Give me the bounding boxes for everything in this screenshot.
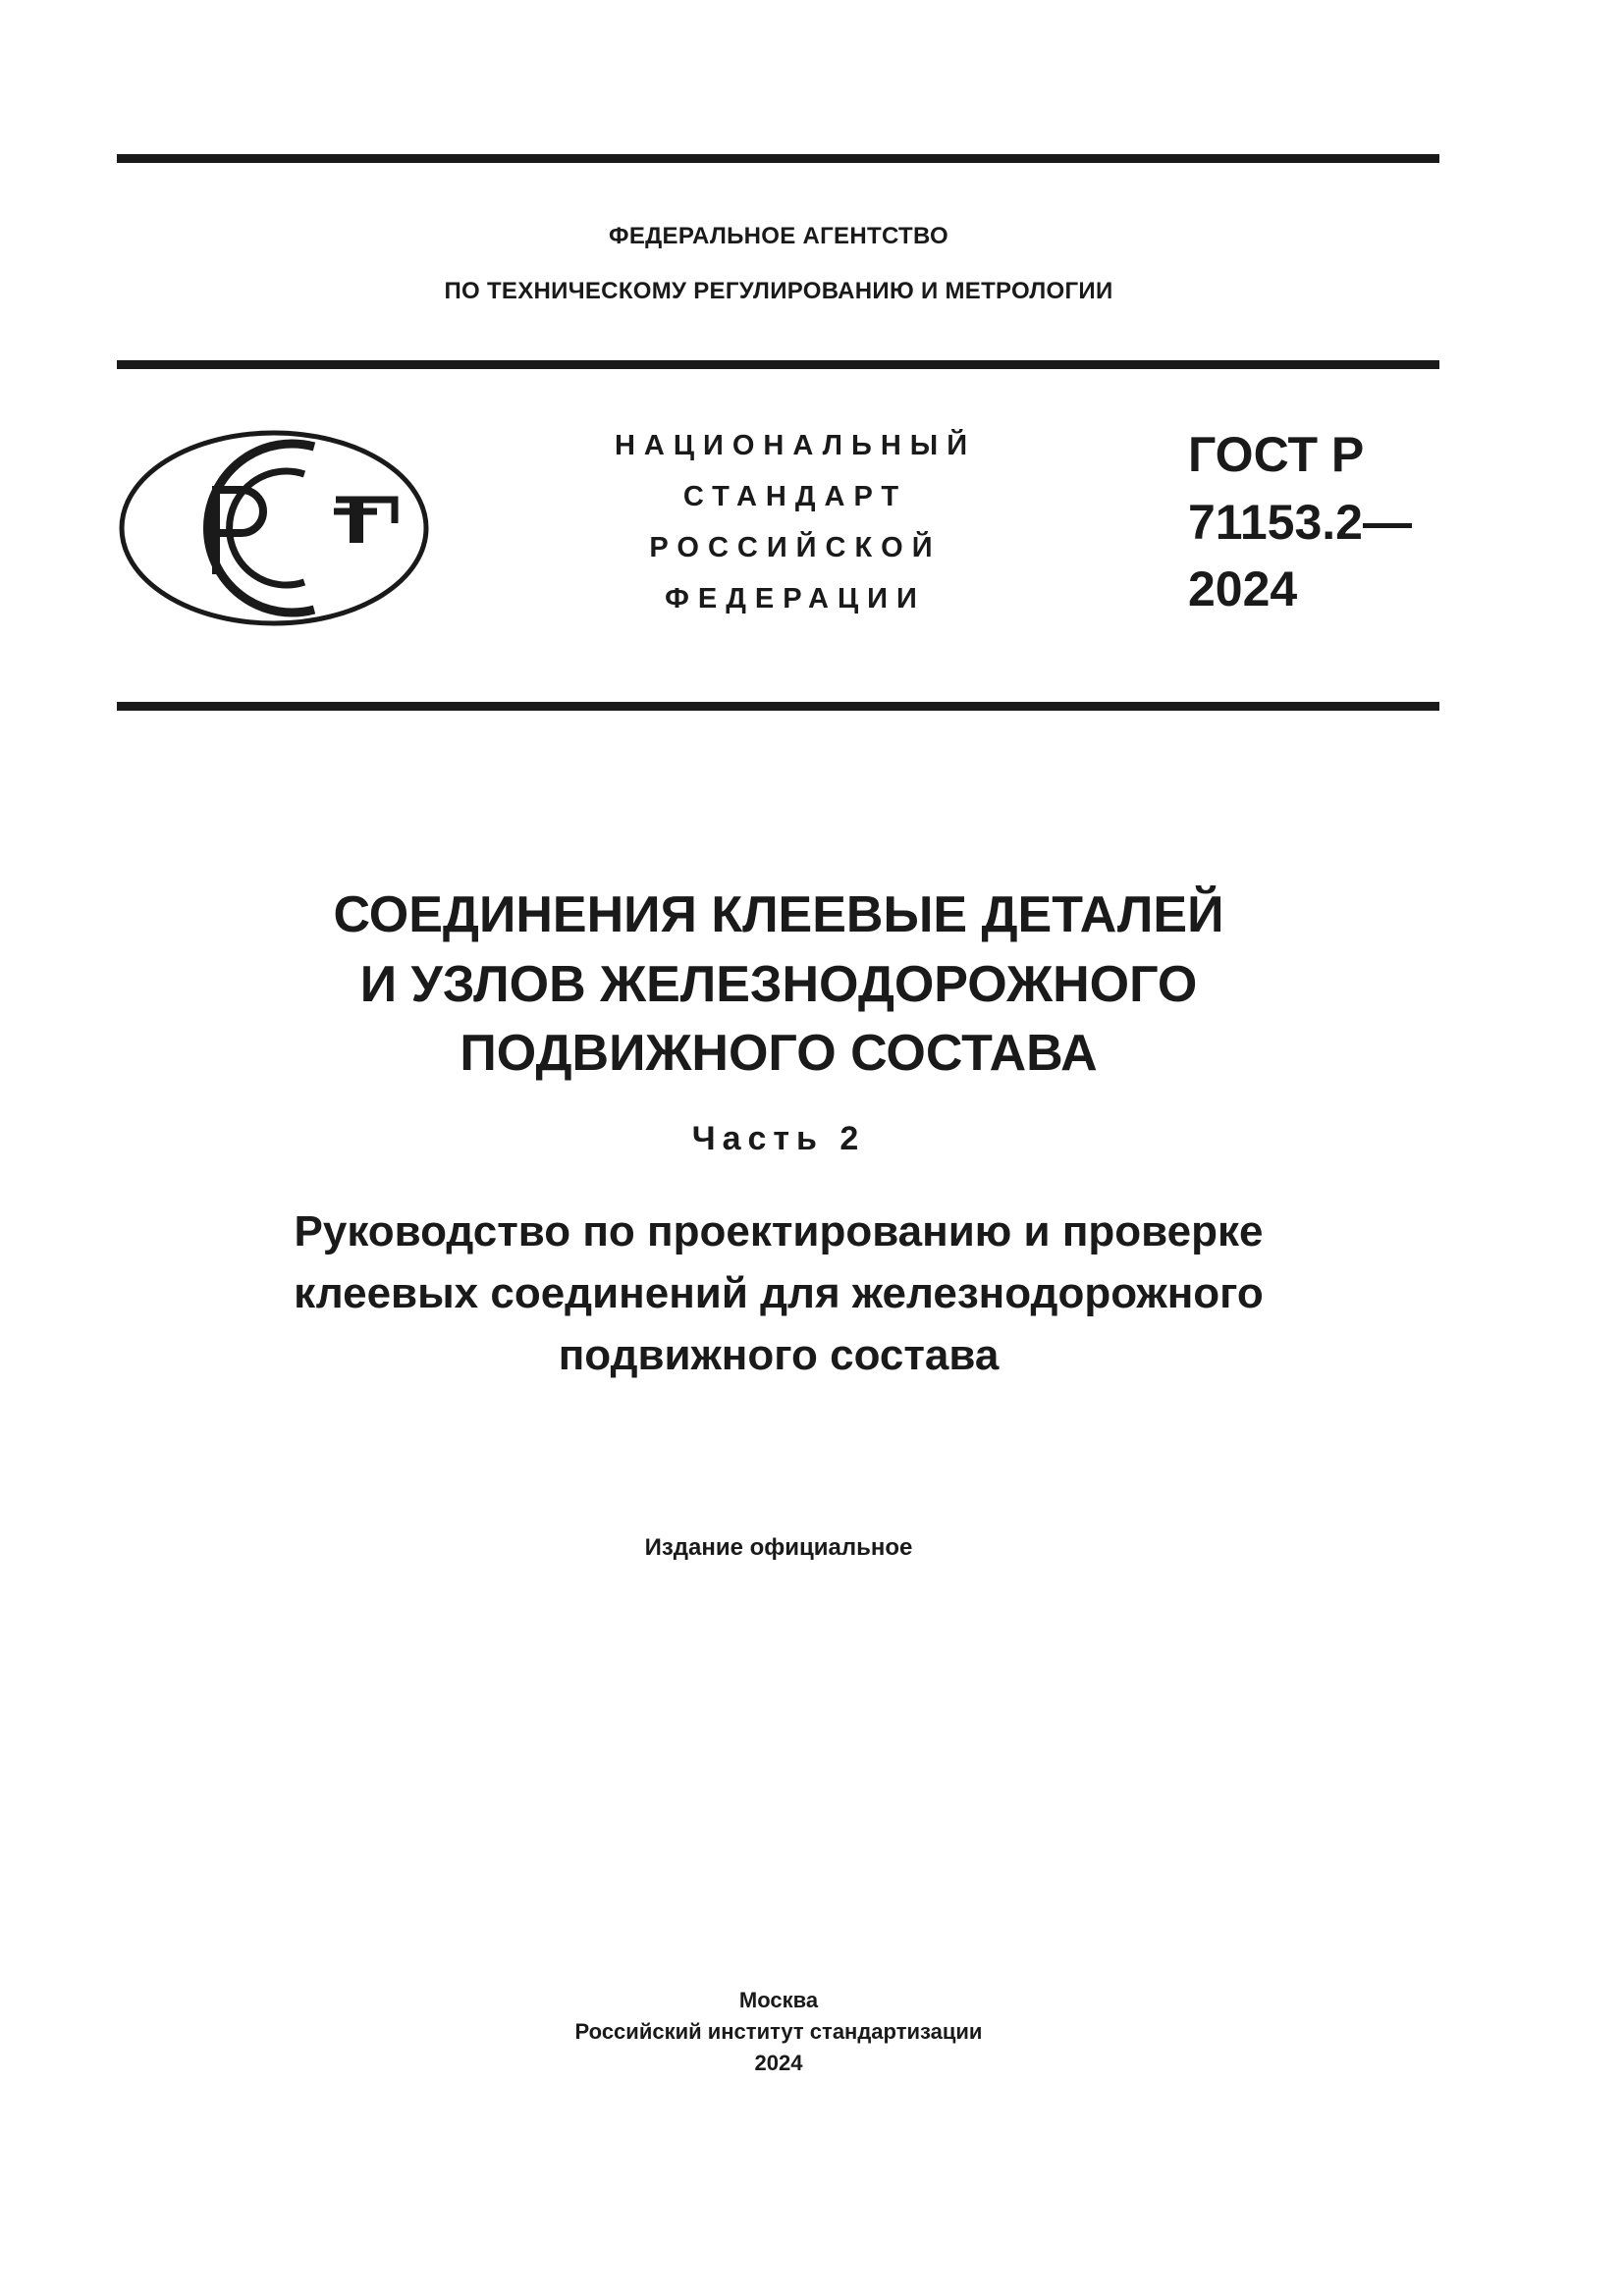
imprint-city: Москва [738,1988,819,2012]
document-title-line-2: И УЗЛОВ ЖЕЛЕЗНОДОРОЖНОГО [359,956,1198,1013]
national-standard-line-4: ФЕДЕРАЦИИ [665,583,926,614]
imprint-year: 2024 [754,2051,803,2075]
part-number: Часть 2 [691,1120,866,1157]
masthead-divider [117,702,1439,711]
document-title-line-1: СОЕДИНЕНИЯ КЛЕЕВЫЕ ДЕТАЛЕЙ [333,886,1224,943]
agency-name-line-2: ПО ТЕХНИЧЕСКОМУ РЕГУЛИРОВАНИЮ И МЕТРОЛОГИИ [444,278,1113,304]
standard-designation-line-2: 71153.2— [1188,495,1412,550]
header-divider [117,360,1439,369]
document-title-line-3: ПОДВИЖНОГО СОСТАВА [460,1025,1098,1082]
subtitle-line-3: подвижного состава [558,1331,1000,1379]
agency-name-line-1: ФЕДЕРАЛЬНОЕ АГЕНТСТВО [609,223,948,249]
rst-logo-icon [118,429,430,627]
standard-designation-line-3: 2024 [1188,561,1298,616]
top-divider [117,154,1439,163]
national-standard-line-2: СТАНДАРТ [682,481,908,512]
national-standard-line-1: НАЦИОНАЛЬНЫЙ [614,430,977,461]
imprint-publisher: Российский институт стандартизации [574,2019,983,2044]
national-standard-line-3: РОССИЙСКОЙ [649,532,942,563]
subtitle-line-2: клеевых соединений для железнодорожного [294,1269,1264,1317]
subtitle-line-1: Руководство по проектированию и проверке [294,1207,1264,1255]
standard-designation-line-1: ГОСТ Р [1188,427,1365,482]
edition-label: Издание официальное [644,1534,913,1561]
